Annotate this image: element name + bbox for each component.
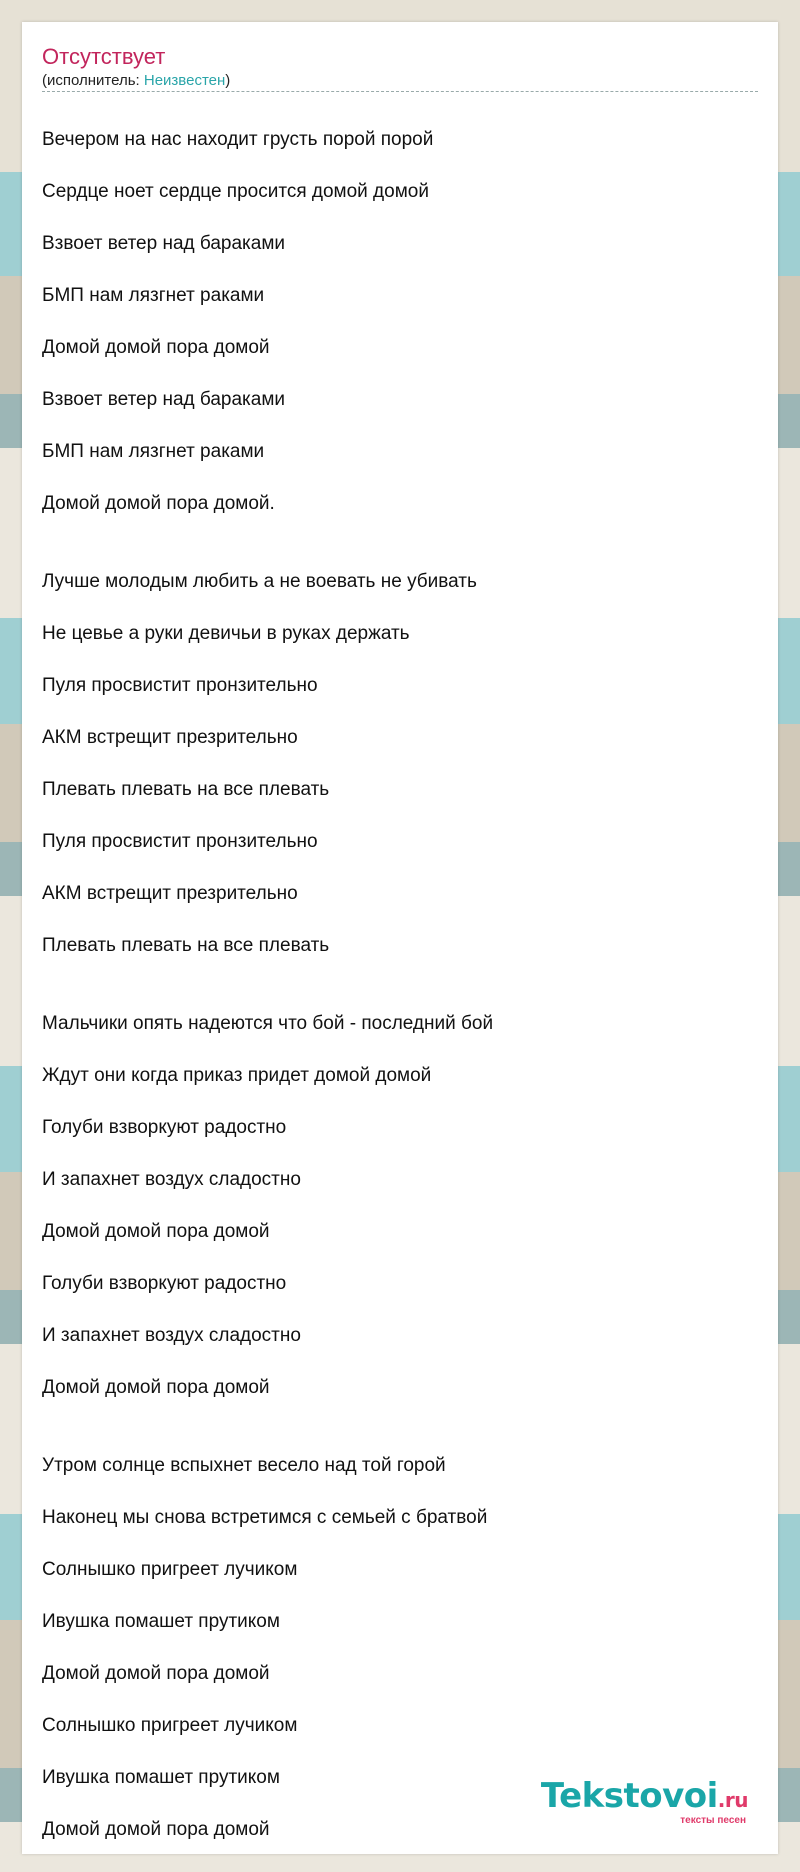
artist-link[interactable]: Неизвестен (143, 72, 226, 89)
lyric-line: И запахнет воздух сладостно (42, 1325, 301, 1346)
lyric-line: Домой домой пора домой (42, 1819, 270, 1840)
lyric-line: Взвоет ветер над бараками (42, 233, 286, 254)
lyric-line: Взвоет ветер над бараками (42, 389, 286, 410)
lyric-line: Ивушка помашет прутиком (42, 1767, 280, 1788)
lyric-line: БМП нам лязгнет раками (42, 441, 265, 462)
lyric-line: Голуби взворкуют радостно (42, 1273, 287, 1294)
lyric-line: Наконец мы снова встретимся с семьей с братвой (42, 1507, 488, 1528)
artist-prefix: (исполнитель: (42, 72, 144, 89)
lyrics-body (42, 114, 758, 1856)
lyric-line: Домой домой пора домой (42, 1377, 270, 1398)
artist-suffix: ) (225, 72, 231, 89)
lyric-line: Лучше молодым любить а не воевать не убивать (42, 571, 477, 592)
lyric-line: Сердце ноет сердце просится домой домой (42, 181, 429, 202)
lyric-line: Домой домой пора домой (42, 1221, 270, 1242)
lyric-line: Солнышко пригреет лучиком (42, 1559, 298, 1580)
song-header (42, 44, 758, 90)
lyric-line: Домой домой пора домой (42, 337, 270, 358)
lyric-line: Пуля просвистит пронзительно (42, 831, 318, 852)
lyric-line: Домой домой пора домой. (42, 493, 275, 514)
logo-name: Tekstovoi (540, 1776, 718, 1816)
logo-tld: .ru (717, 1788, 748, 1812)
song-title: Отсутствует (42, 44, 166, 69)
lyric-line: Плевать плевать на все плевать (42, 779, 330, 800)
site-logo[interactable] (540, 1776, 748, 1826)
lyric-line: Голуби взворкуют радостно (42, 1117, 287, 1138)
lyric-line: Утром солнце вспыхнет весело над той горой (42, 1455, 446, 1476)
header-divider (42, 91, 758, 92)
lyric-line: Ждут они когда приказ придет домой домой (42, 1065, 432, 1086)
lyric-line: БМП нам лязгнет раками (42, 285, 265, 306)
lyric-line: Домой домой пора домой (42, 1663, 270, 1684)
lyric-line: Солнышко пригреет лучиком (42, 1715, 298, 1736)
lyric-line: Плевать плевать на все плевать (42, 935, 330, 956)
lyric-line: И запахнет воздух сладостно (42, 1169, 301, 1190)
lyrics-card (22, 22, 778, 1854)
lyric-line: Пуля просвистит пронзительно (42, 675, 318, 696)
lyric-line: Вечером на нас находит грусть порой порой (42, 129, 434, 150)
lyric-line: Мальчики опять надеются что бой - последний бой (42, 1013, 494, 1034)
lyric-line: Ивушка помашет прутиком (42, 1611, 280, 1632)
lyric-line: Не цевье а руки девичьи в руках держать (42, 623, 410, 644)
lyric-line: АКМ встрещит презрительно (42, 727, 298, 748)
lyric-line: АКМ встрещит презрительно (42, 883, 298, 904)
logo-tagline: тексты песен (680, 1815, 746, 1826)
logo-wordmark (540, 1776, 748, 1817)
artist-line (42, 72, 758, 90)
